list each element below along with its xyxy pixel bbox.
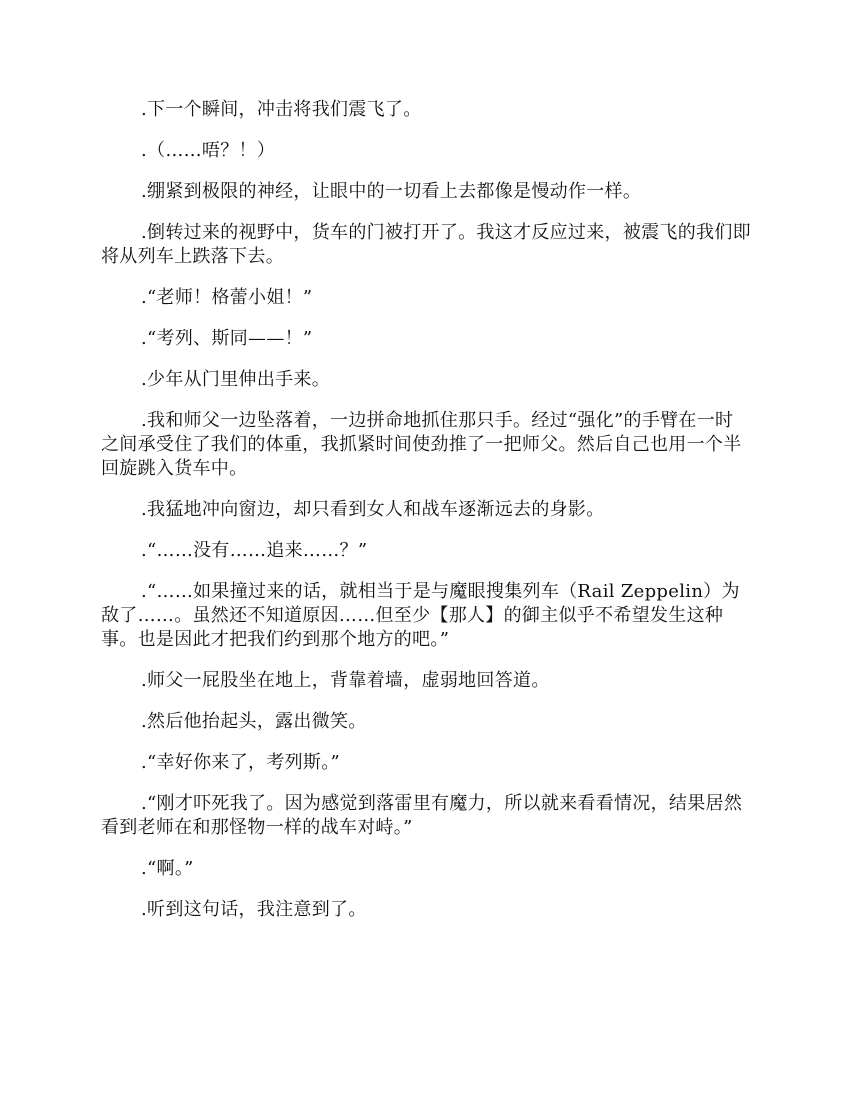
paragraph: .“幸好你来了，考列斯。” bbox=[141, 752, 341, 773]
paragraph: .听到这句话，我注意到了。 bbox=[141, 899, 367, 920]
paragraph: .“考列、斯同——！” bbox=[141, 328, 313, 349]
paragraph: .然后他抬起头，露出微笑。 bbox=[141, 711, 367, 732]
paragraph: .“老师！格蕾小姐！” bbox=[141, 287, 313, 308]
body-text bbox=[101, 98, 751, 939]
paragraph: .我猛地冲向窗边，却只看到女人和战车逐渐远去的身影。 bbox=[141, 499, 605, 520]
paragraph: .我和师父一边坠落着，一边拼命地抓住那只手。经过“强化”的手臂在一时之间承受住了我们的体重，我抓紧时间使劲推了一把师父。然后自己也用一个半回旋跳入货车中。 bbox=[101, 410, 742, 479]
paragraph: .下一个瞬间，冲击将我们震飞了。 bbox=[141, 99, 422, 120]
paragraph: .少年从门里伸出手来。 bbox=[141, 369, 331, 390]
paragraph: .师父一屁股坐在地上，背靠着墙，虚弱地回答道。 bbox=[141, 670, 550, 691]
paragraph: .“……没有……追来……？” bbox=[141, 540, 368, 561]
paragraph: .“刚才吓死我了。因为感觉到落雷里有魔力，所以就来看看情况，结果居然看到老师在和那怪物一样的战车对峙。” bbox=[101, 793, 743, 838]
paragraph: .倒转过来的视野中，货车的门被打开了。我这才反应过来，被震飞的我们即将从列车上跌落下去。 bbox=[101, 222, 751, 267]
paragraph: .（……唔？！） bbox=[141, 140, 276, 161]
paragraph: .绷紧到极限的神经，让眼中的一切看上去都像是慢动作一样。 bbox=[141, 181, 642, 202]
paragraph: .“啊。” bbox=[141, 858, 194, 879]
paragraph: .“……如果撞过来的话，就相当于是与魔眼搜集列车（Rail Zeppelin）为敌了……。虽然还不知道原因……但至少【那人】的御主似乎不希望发生这种事。也是因此才把我们约到那个地方的吧。” bbox=[101, 581, 740, 650]
